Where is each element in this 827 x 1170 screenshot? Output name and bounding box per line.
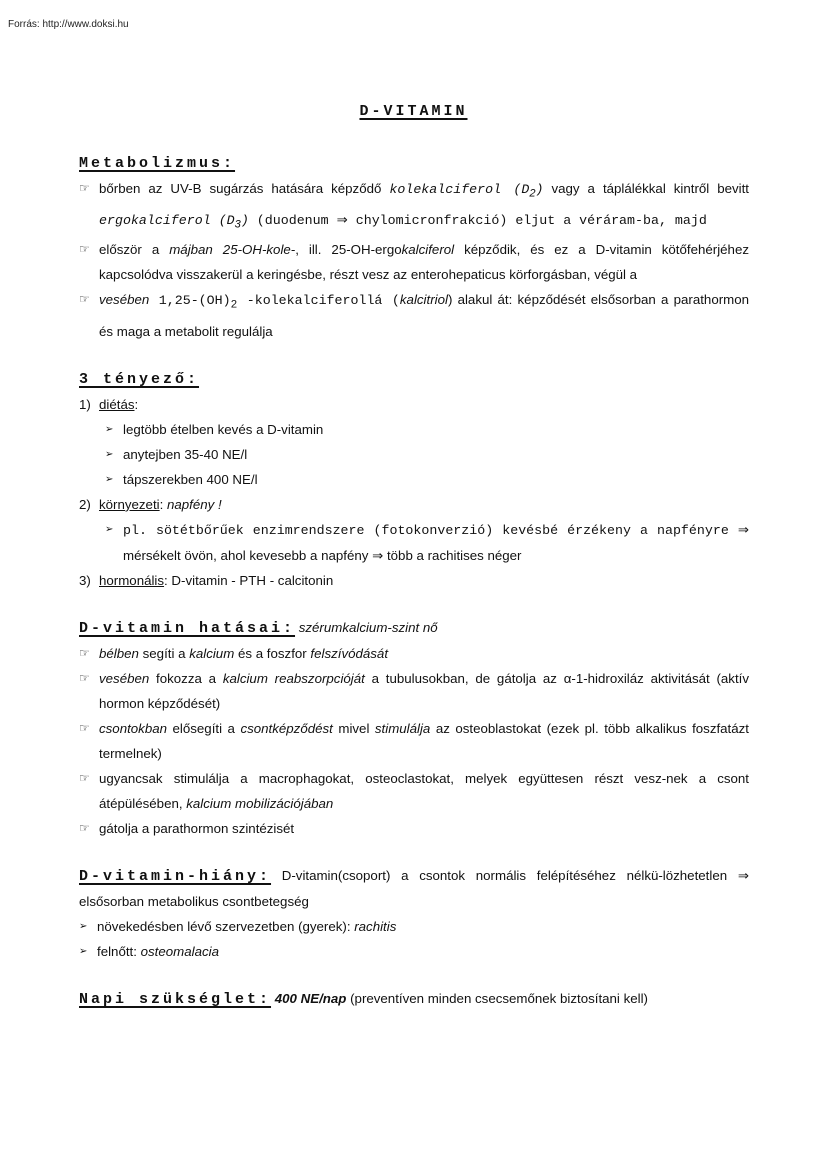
deficiency-heading: D-vitamin-hiány:: [79, 867, 272, 885]
implies-arrow-icon: ⇒: [336, 211, 348, 227]
numbered-item: 3) hormonális: D-vitamin - PTH - calcitonin: [79, 572, 334, 588]
list-item: ☞ vesében $1,25-(OH)_2$ -kolekalciferollá (kalcitriol) alakul át: képződését elsősorban a parathormon és maga a metabolit regulálja: [79, 287, 749, 344]
list-item: ➢ legtöbb ételben kevés a D-vitamin: [79, 417, 749, 442]
list-item: ➢ pl. sötétbőrűek enzimrendszere (fotokonverzió) kevésbé érzékeny a napfényre ⇒ mérsékelt övön, ahol kevesebb a napfény ⇒ több a rachitises néger: [79, 517, 749, 568]
daily-requirement-heading: Napi szükséglet:: [79, 990, 272, 1008]
arrowhead-bullet-icon: ➢: [105, 523, 114, 535]
document-body: [79, 150, 749, 1012]
metabolism-section: [79, 150, 749, 344]
list-item: ☞ bőrben az UV-B sugárzás hatására képződő kolekalciferol $(D_2)$ vagy a táplálékkal kintről bevitt ergokalciferol $(D_3)$ (duodenum ⇒ chylomicronfrakció) eljut a véráram-ba, majd: [79, 176, 749, 237]
list-item: ➢ anytejben 35-40 NE/l: [79, 442, 749, 467]
pointing-hand-icon: ☞: [79, 292, 90, 307]
list-item: ➢ felnőtt: osteomalacia: [79, 939, 749, 964]
list-item: ☞ vesében fokozza a kalcium reabszorpcióját a tubulusokban, de gátolja az α-1-hidroxiláz aktivitását (aktív hormon képződését): [79, 666, 749, 716]
list-item: ➢ növekedésben lévő szervezetben (gyerek): rachitis: [79, 914, 749, 939]
list-item: ☞ ugyancsak stimulálja a macrophagokat, osteoclastokat, melyek együttesen részt vesz-nek a csont átépülésében, kalcium mobilizációjában: [79, 766, 749, 816]
source-line: Forrás: http://www.doksi.hu: [8, 19, 129, 30]
factors-section: [79, 366, 749, 593]
list-item: ☞ először a májban 25-OH-kole-, ill. 25-OH-ergokalciferol képződik, és ez a D-vitamin kötőfehérjéhez kapcsolódva visszakerül a keringésbe, részt vesz az enterohepaticus körforgásban, végül a: [79, 237, 749, 287]
metabolism-heading: Metabolizmus:: [79, 155, 236, 172]
effects-section: [79, 615, 749, 841]
factors-heading: 3 tényező:: [79, 370, 200, 388]
numbered-item: 2) környezeti: napfény !: [79, 496, 222, 512]
implies-arrow-icon: ⇒: [372, 547, 384, 563]
daily-requirement-section: Napi szükséglet: 400 NE/nap (preventíven minden csecsemőnek biztosítani kell): [79, 990, 648, 1008]
pointing-hand-icon: ☞: [79, 770, 90, 785]
numbered-item: 1) diétás:: [79, 396, 139, 412]
implies-arrow-icon: ⇒: [737, 521, 749, 537]
deficiency-section: D-vitamin-hiány: D-vitamin(csoport) a csontok normális felépítéséhez nélkü-lözhetetlen ⇒ elsősorban metabolikus csontbetegség ➢ növekedésben lévő szervezetben (gyerek): rachitis ➢ felnőtt: osteomalacia: [79, 863, 749, 964]
pointing-hand-icon: ☞: [79, 645, 90, 660]
pointing-hand-icon: ☞: [79, 181, 90, 195]
arrowhead-bullet-icon: ➢: [105, 423, 114, 435]
page-title: D-VITAMIN: [359, 103, 468, 120]
arrowhead-bullet-icon: ➢: [79, 945, 88, 957]
list-item: ☞ gátolja a parathormon szintézisét: [79, 816, 749, 841]
list-item: ☞ csontokban elősegíti a csontképződést mivel stimulálja az osteoblastokat (ezek pl. több alkalikus foszfatázt termelnek): [79, 716, 749, 766]
arrowhead-bullet-icon: ➢: [105, 473, 114, 485]
pointing-hand-icon: ☞: [79, 820, 90, 835]
implies-arrow-icon: ⇒: [737, 867, 749, 883]
arrowhead-bullet-icon: ➢: [105, 448, 114, 460]
daily-requirement-value: 400 NE/nap: [274, 990, 347, 1006]
pointing-hand-icon: ☞: [79, 242, 90, 257]
effects-heading: D-vitamin hatásai:: [79, 619, 296, 637]
pointing-hand-icon: ☞: [79, 720, 90, 735]
pointing-hand-icon: ☞: [79, 670, 90, 685]
list-item: ☞ bélben segíti a kalcium és a foszfor felszívódását: [79, 641, 749, 666]
effects-subtitle: szérumkalcium-szint nő: [298, 619, 438, 635]
list-item: ➢ tápszerekben 400 NE/l: [79, 467, 749, 492]
arrowhead-bullet-icon: ➢: [79, 920, 88, 932]
